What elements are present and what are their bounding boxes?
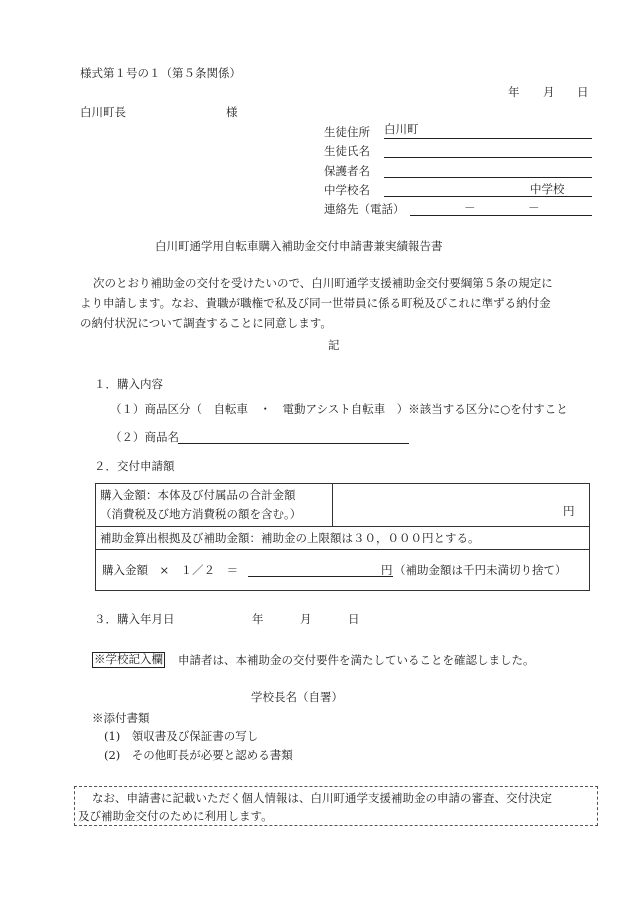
- attachment-item: (1) 領収書及び保証書の写し: [104, 729, 259, 743]
- address-field[interactable]: [384, 124, 592, 139]
- contact-label: 連絡先（電話）: [324, 202, 405, 216]
- date-year: 年: [508, 85, 520, 99]
- purchase-year[interactable]: 年: [252, 612, 264, 626]
- subsidy-basis-text: 補助金算出根拠及び補助金額：補助金の上限額は３０，０００円とする。: [100, 531, 480, 545]
- intro-line-3: の納付状況について調査することに同意します。: [80, 316, 332, 330]
- school-label: 中学校名: [324, 183, 370, 197]
- privacy-notice-line-2: 及び補助金交付のために利用します。: [78, 809, 273, 823]
- addressee-honorific: 様: [226, 105, 238, 119]
- subsidy-note: （補助金額は千円未満切り捨て）: [394, 563, 567, 577]
- subsidy-unit: 円: [381, 563, 393, 577]
- purchase-amount-row: [95, 483, 590, 527]
- student-name-field[interactable]: [384, 143, 592, 158]
- ki-label: 記: [328, 338, 340, 352]
- section1-heading: １．購入内容: [94, 377, 163, 391]
- product-name-field[interactable]: [178, 429, 409, 444]
- purchase-amount-label-2: （消費税及び地方消費税の額を含む。）: [100, 507, 302, 521]
- contact-dash-1: －: [464, 201, 476, 215]
- date-day: 日: [577, 85, 589, 99]
- attachment-item: (2) その他町長が必要と認める書類: [104, 748, 293, 762]
- product-name-label: （２）商品名: [110, 430, 179, 444]
- purchase-amount-unit: 円: [563, 504, 575, 518]
- intro-line-2: より申請します。なお、貴職が職権で私及び同一世帯員に係る町税及びこれに準ずる納付金: [80, 296, 551, 310]
- section3-heading: ３．購入年月日: [94, 612, 175, 626]
- subsidy-amount-field[interactable]: [248, 562, 393, 577]
- privacy-notice: [74, 786, 598, 826]
- form-number: 様式第１号の１（第５条関係）: [80, 66, 241, 80]
- addressee-name: 白川町長: [80, 105, 126, 119]
- subsidy-basis-row: [95, 526, 590, 550]
- school-suffix: 中学校: [530, 182, 565, 196]
- section2-heading: ２．交付申請額: [94, 459, 175, 473]
- school-entry-text: 申請者は、本補助金の交付要件を満たしていることを確認しました。: [178, 653, 535, 667]
- school-field[interactable]: [384, 182, 592, 197]
- contact-dash-2: －: [528, 201, 540, 215]
- attachments-heading: ※添付書類: [92, 711, 150, 725]
- document-title: 白川町通学用自転車購入補助金交付申請書兼実績報告書: [155, 239, 443, 253]
- guardian-label: 保護者名: [324, 164, 370, 178]
- principal-name-label[interactable]: 学校長名（自署）: [251, 690, 343, 704]
- address-value: 白川町: [384, 122, 419, 136]
- student-name-label: 生徒氏名: [324, 144, 370, 158]
- privacy-notice-line-1: なお、申請書に記載いただく個人情報は、白川町通学支援補助金の申請の審査、交付決定: [92, 791, 552, 805]
- subsidy-calc-row: [95, 549, 590, 591]
- purchase-day[interactable]: 日: [348, 612, 360, 626]
- contact-field[interactable]: [410, 201, 592, 216]
- school-entry-label: ※学校記入欄: [94, 652, 163, 666]
- purchase-month[interactable]: 月: [300, 612, 312, 626]
- guardian-field[interactable]: [384, 163, 592, 178]
- date-month: 月: [543, 85, 555, 99]
- subsidy-formula: 購入金額 × １／２ ＝: [102, 563, 239, 577]
- intro-line-1: 次のとおり補助金の交付を受けたいので、白川町通学支援補助金交付要綱第５条の規定に: [93, 276, 553, 290]
- product-category[interactable]: （１）商品区分（ 自転車 ・ 電動アシスト自転車 ）※該当する区分に○を付すこと: [110, 402, 568, 416]
- purchase-amount-field[interactable]: [336, 484, 576, 526]
- purchase-amount-label-1: 購入金額：本体及び付属品の合計金額: [100, 488, 296, 502]
- address-label: 生徒住所: [324, 125, 370, 139]
